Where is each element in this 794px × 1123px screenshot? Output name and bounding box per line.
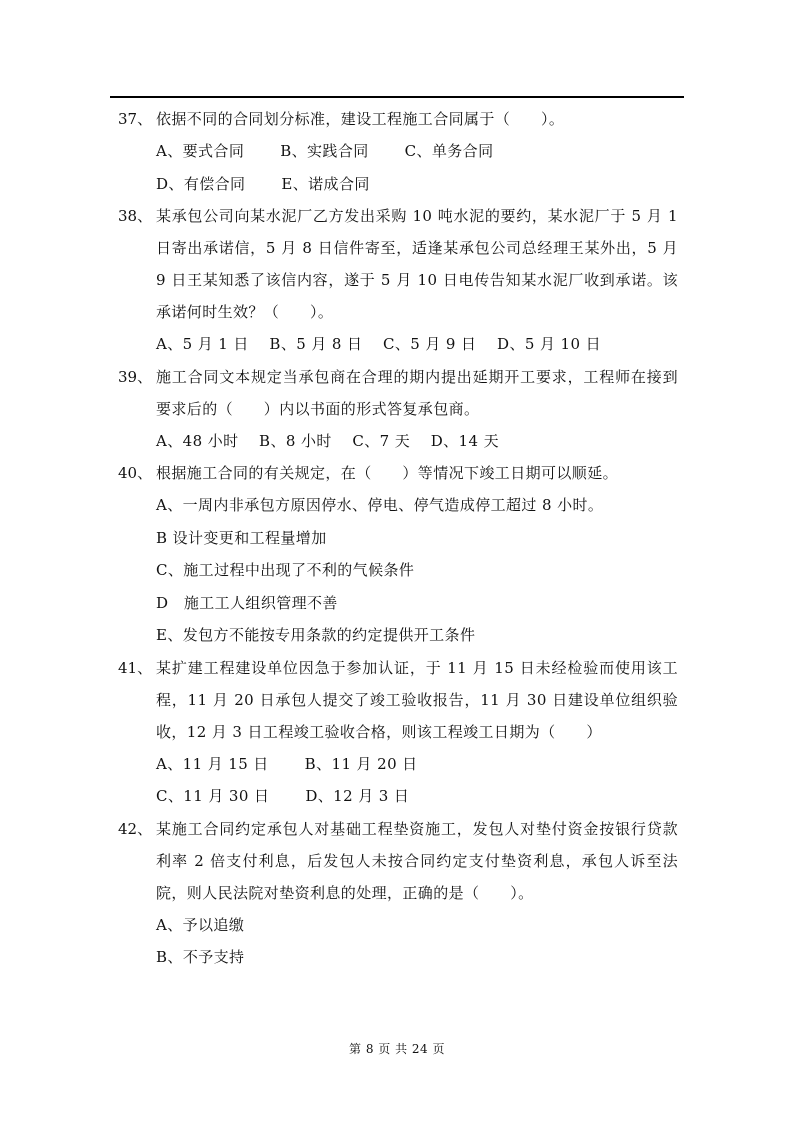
question-stem: 某施工合同约定承包人对基础工程垫资施工，发包人对垫付资金按银行贷款利率 2 倍支付利息，后发包人未按合同约定支付垫资利息，承包人诉至法院，则人民法院对垫资利息的处理，正确的是（ ）。 [156,819,678,902]
option-line: B、不予支持 [156,948,245,966]
question-number: 39、 [118,367,153,386]
question-list [118,103,678,974]
question-38 [118,200,678,328]
header-rule [110,96,684,98]
question-37 [118,103,678,135]
question-42 [118,813,678,909]
option-line: D 施工工人组织管理不善 [156,593,338,612]
question-stem: 根据施工合同的有关规定，在（ ）等情况下竣工日期可以顺延。 [156,464,619,482]
question-number: 40、 [118,464,153,482]
question-39 [118,361,678,425]
question-stem: 依据不同的合同划分标准，建设工程施工合同属于（ ）。 [156,110,565,128]
option-line: A、11 月 15 日 B、11 月 20 日 [156,754,418,773]
option-line: D、有偿合同 E、诺成合同 [156,174,370,193]
question-41 [118,652,678,748]
option-line: A、48 小时 B、8 小时 C、7 天 D、14 天 [156,431,499,450]
question-40 [118,457,678,489]
question-stem: 某承包公司向某水泥厂乙方发出采购 10 吨水泥的要约，某水泥厂于 5 月 1 日寄出承诺信，5 月 8 日信件寄至，适逢某承包公司总经理王某外出，5 月 9 日王某知悉了该信内容，遂于 5 月 10 日电传告知某水泥厂收到承诺。该承诺何时生效？（ ）。 [156,207,678,321]
option-line: C、11 月 30 日 D、12 月 3 日 [156,787,410,805]
option-line: A、一周内非承包方原因停水、停电、停气造成停工超过 8 小时。 [156,496,604,514]
option-line: A、予以追缴 [156,915,245,934]
option-line: A、5 月 1 日 B、5 月 8 日 C、5 月 9 日 D、5 月 10 日 [156,335,601,353]
option-line: C、施工过程中出现了不利的气候条件 [156,561,415,579]
option-line: E、发包方不能按专用条款的约定提供开工条件 [156,626,476,644]
option-line: B 设计变更和工程量增加 [156,528,327,547]
question-stem: 施工合同文本规定当承包商在合理的期内提出延期开工要求，工程师在接到要求后的（ ）内以书面的形式答复承包商。 [156,367,678,418]
question-number: 38、 [118,207,153,225]
option-line: A、要式合同 B、实践合同 C、单务合同 [156,142,494,160]
question-stem: 某扩建工程建设单位因急于参加认证，于 11 月 15 日未经检验而使用该工程，11 月 20 日承包人提交了竣工验收报告，11 月 30 日建设单位组织验收，12 月 3 日工程竣工验收合格，则该工程竣工日期为（ ） [156,658,678,741]
question-number: 37、 [118,110,153,128]
page-footer: 第 8 页 共 24 页 [349,1042,445,1056]
question-number: 41、 [118,658,153,677]
question-number: 42、 [118,819,153,838]
